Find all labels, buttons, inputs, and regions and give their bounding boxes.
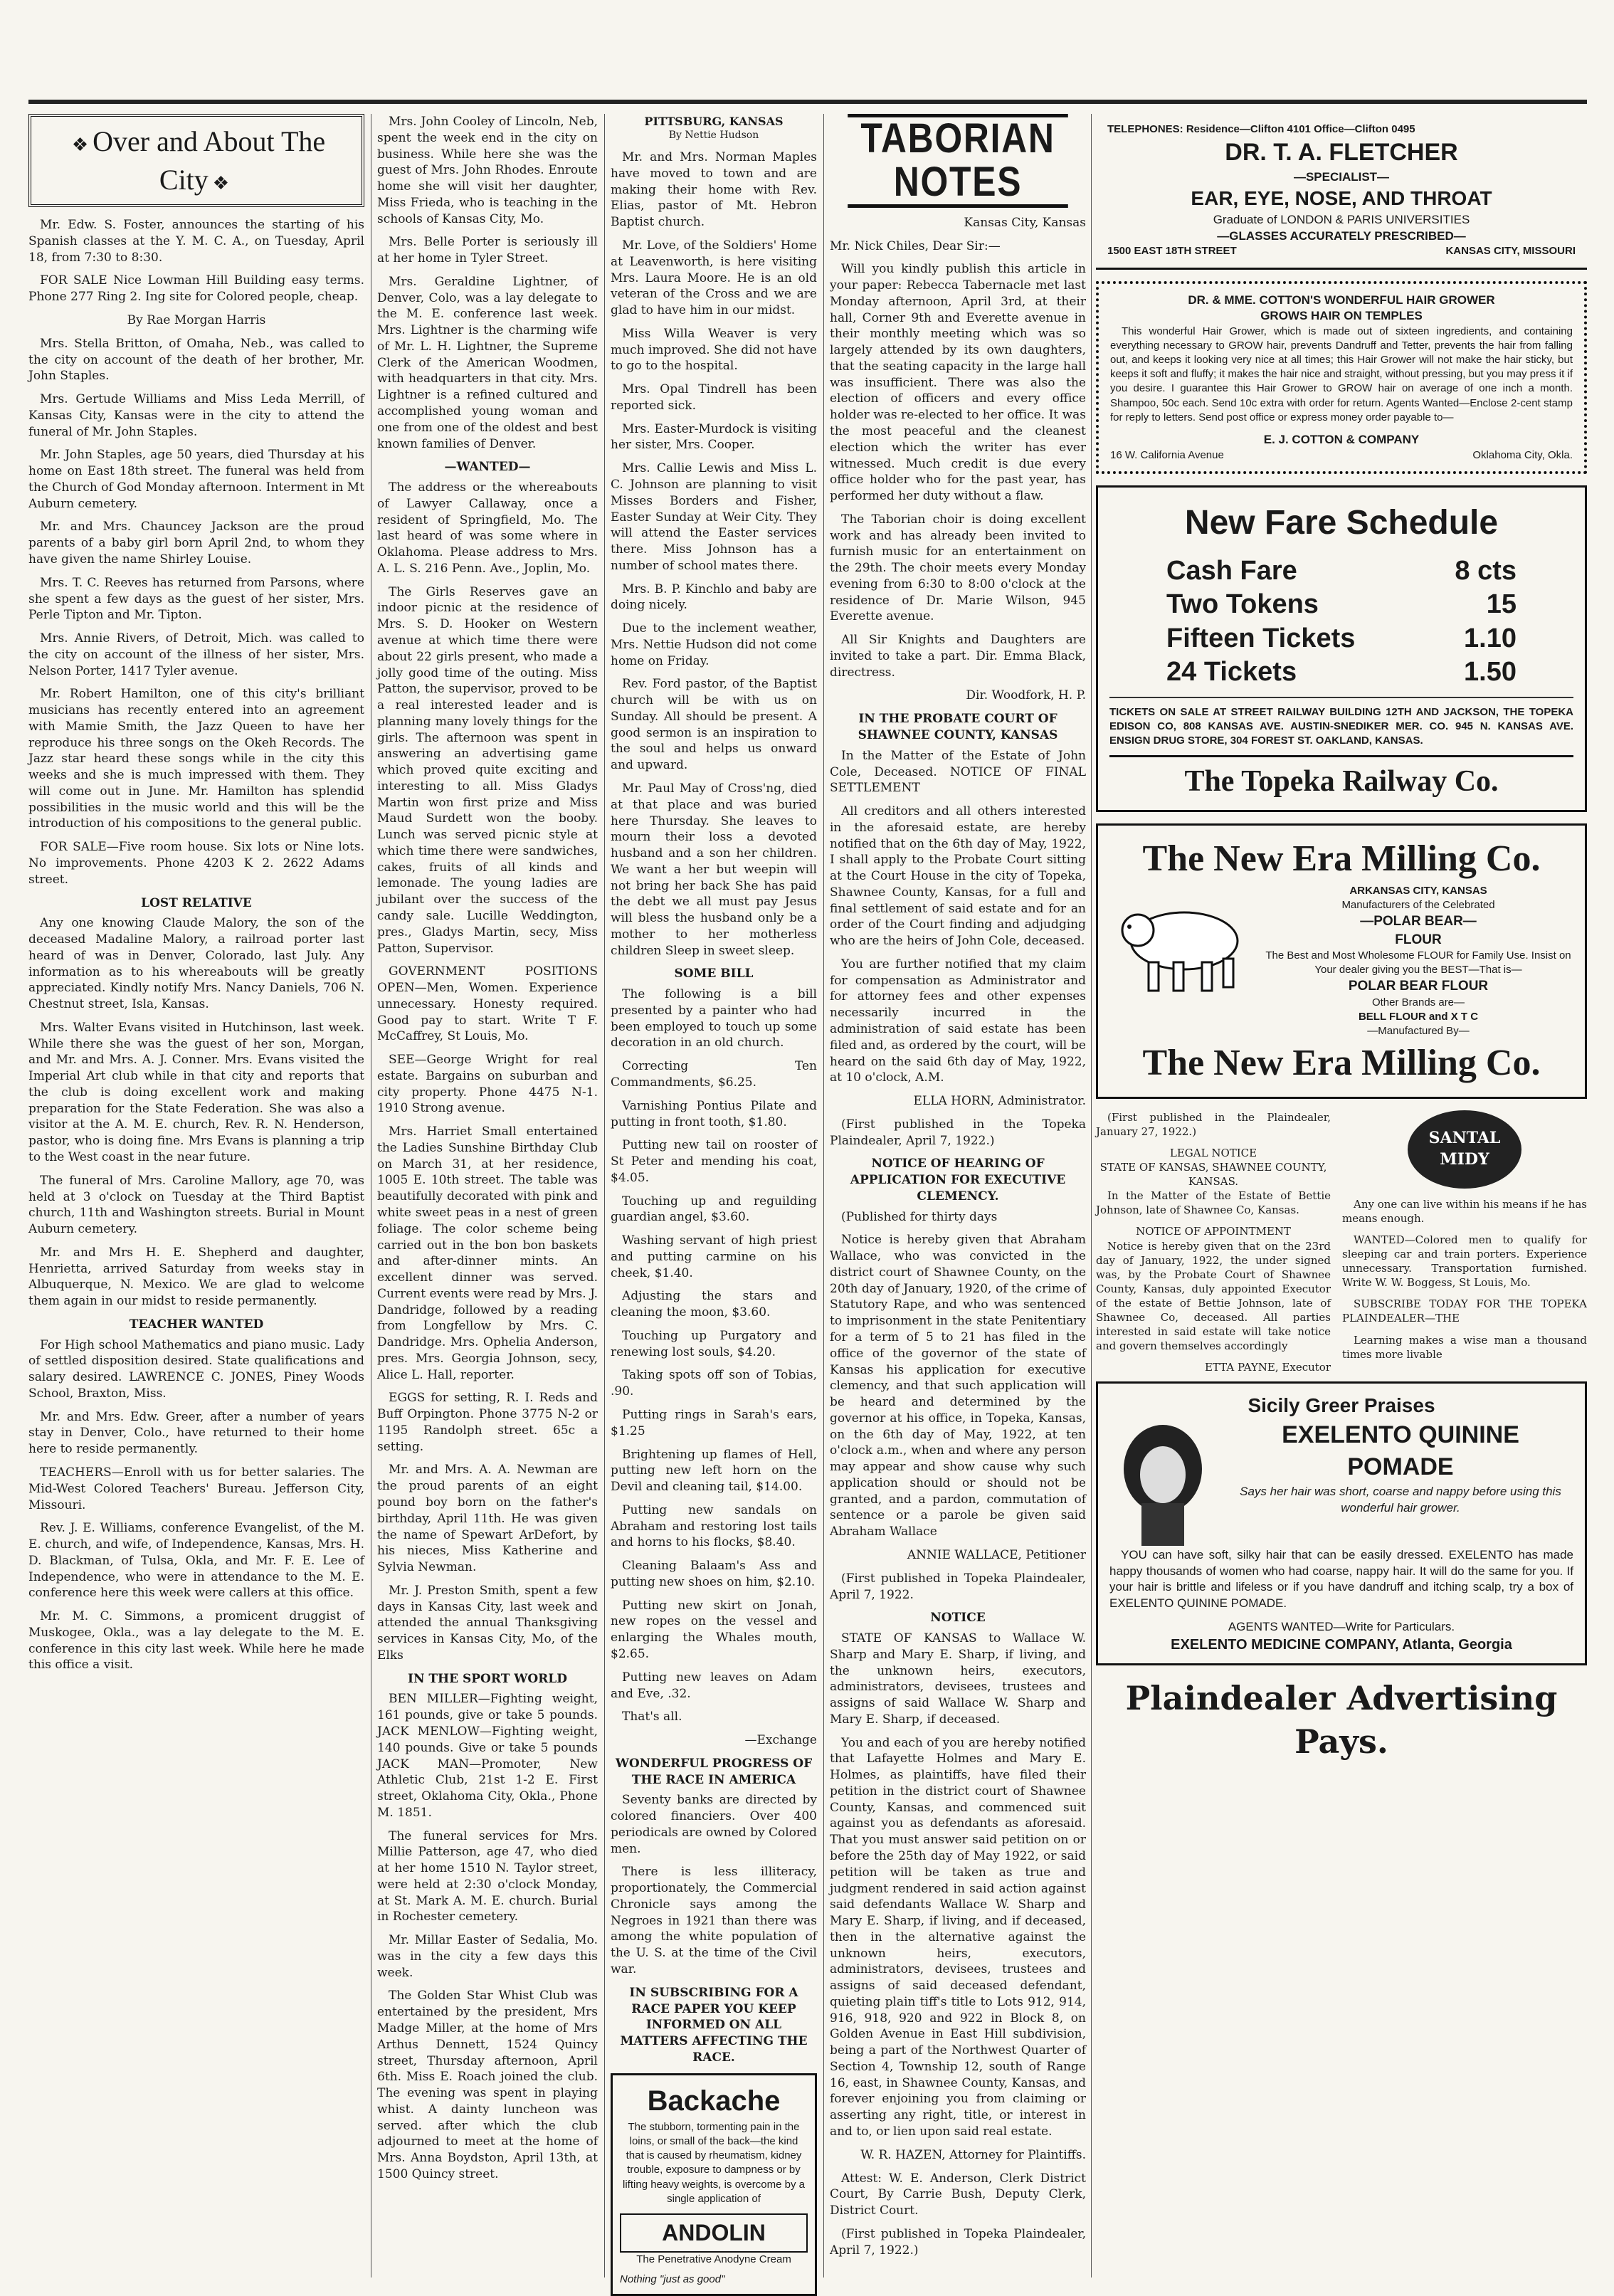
exelento-text [1228,1419,1573,1547]
column-heading: PITTSBURG, KANSAS [644,115,784,128]
fare-price: 1.10 [1464,623,1517,653]
news-item: Mrs. T. C. Reeves has returned from Parsons, where she spent a few days as the guest of her sister, Mrs. Perle Tipton and Mr. Tipton. [28,575,364,623]
bell-flour: BELL FLOUR and X T C [1358,1010,1479,1023]
news-item: Mrs. Harriet Small entertained the Ladies Sunshine Birthday Club on March 31, at her residence, 1005 E. 10th street. The table was beautifully decorated with pink and white sweet peas in a nest of green foliage. The color scheme being carried out in the bon bon baskets and after-dinner mints. An excellent dinner was served. Current events were read by Mrs. J. Dandridge, followed by a reading from Longfellow by Mrs. C. Dandridge. Mrs. Ophelia Anderson, pres. Mrs. Georgia Johnson, secy, Alice L. Hall, reporter. [377,1125,598,1382]
classified-ad: EGGS for setting, R. I. Reds and Buff Orpington. Phone 3775 N-2 or 1195 Randolph street. 65c a setting. [377,1391,598,1454]
legal-text: In the Matter of the Estate of Bettie Johnson, late of Shawnee Co, Kansas. [1096,1189,1331,1217]
signature: ELLA HORN, Administrator. [913,1094,1086,1109]
ad-text: This wonderful Hair Grower, which is made out of sixteen ingredients, and containing everything necessary to GROW hair, prevents Dandruff and Tetter, prevents the hair from falling out, and keeps it looking very nice at all times; this Hair Grower will not make the hair sticky, but keeps it soft and fluffy; it makes the hair nice and straight, without pressing, but you may press it if you desire. I guarantee this Hair Grower to GROW hair on average of one inch a month. Shampoo, 50c each. Send 10c extra with order for return. Agents Wanted—Enclose 2-cent stamp for reply to letters. Send post office or express money order payable to— [1110,325,1573,423]
column-5 [1096,114,1587,2277]
column-rule [823,114,824,2277]
legal-text: You and each of you are hereby notified that Lafayette Holmes and Mary E. Holmes, as plaintiffs, have filed their petition in the district court of Shawnee County, Kansas, and commenced suit against you as defendants as aforesaid. That you must answer said petition on or before the 25th day of May 1922, or said petition will be taken as true and judgment rendered in said action against said defendants Wallace W. Sharp and Mary E. Sharp, if living, and if deceased, then in the alternative against the unknown heirs, executors, administrators, devisees, trustees and assigns of said deceased defendant, quieting plain tiff's title to Lots 912, 914, 916, 918, 920 and 922 in Block 8, on Golden Avenue in East Hill subdivision, being a part of the Northwest Quarter of Section 4, Township 12, south of Range 16, east, in Shawnee County, Kansas, and forever enjoining you from claiming or asserting any right, title, or interest in and to, or lien upon said real estate. [830,1735,1086,2139]
news-item: There is less illiteracy, proportionately, the Commercial Chronicle says among the Negroes in 1921 than there was among the white population of the U. S. at the time of the Civil war. [611,1865,817,1976]
column-rule [604,114,605,2277]
news-item: Mr. and Mrs H. E. Shepherd and daughter, Henrietta, arrived Saturday from weeks stay in Albuquerque, N. Mexico. We are glad to welcome them again in our midst to reside permanently. [28,1245,364,1309]
milling-mfr: Manufacturers of the Celebrated [1341,899,1495,912]
agents-wanted: AGENTS WANTED—Write for Particulars. [1228,1619,1455,1633]
brand-product: FLOUR [1395,932,1442,947]
section-heading: IN THE PROBATE COURT OF SHAWNEE COUNTY, KANSAS [858,712,1058,742]
signature: W. R. HAZEN, Attorney for Plaintiffs. [860,2147,1086,2162]
divider [1109,697,1573,698]
signature: Dir. Woodfork, H. P. [966,688,1086,703]
company: E. J. COTTON & COMPANY [1263,432,1420,446]
newspaper-page [28,43,1587,2285]
bill-line: Washing servant of high priest and putting carmine on his cheek, $1.40. [611,1233,817,1280]
news-item: Mr. Edw. S. Foster, announces the starting of his Spanish classes at the Y. M. C. A., on Tuesday, April 18, from 7:30 to 8:30. [28,218,364,265]
manufactured-by: —Manufactured By— [1367,1025,1470,1038]
news-item: Any one knowing Claude Malory, the son of the deceased Madaline Malory, a railroad porter last heard of was in Denver, Colorado, last July. Any information as to his whereabouts will be greatly appreciated. Kindly notify Mrs. Nancy Daniels, 706 N. Chestnut street, Isla, Kansas. [28,916,364,1012]
company-address [1110,448,1573,463]
milling-body [1109,884,1573,1038]
bill-line: Correcting Ten Commandments, $6.25. [611,1059,817,1090]
milling-ad [1096,823,1587,1098]
salutation: Mr. Nick Chiles, Dear Sir:— [830,238,1001,253]
fare-label: Fifteen Tickets [1166,623,1356,653]
news-item: Mrs. B. P. Kinchlo and baby are doing nicely. [611,581,817,613]
section-heading: WONDERFUL PROGRESS OF THE RACE IN AMERICA [615,1756,813,1787]
news-item: The address or the whereabouts of Lawyer Callaway, once a resident of Springfield, Mo. The last heard of was some where in Oklahoma. Please address to Mrs. A. L. S. 216 Penn. Ave., Joplin, Mo. [377,480,598,576]
column-3 [611,114,817,2285]
exelento-body [1109,1419,1573,1547]
news-item: Mrs. Gertude Williams and Miss Leda Merrill, of Kansas City, Kansas were in the city to attend the funeral of Mr. John Staples. [28,392,364,439]
bill-line: Putting rings in Sarah's ears, $1.25 [611,1408,817,1438]
signature: ETTA PAYNE, Executor [1204,1361,1331,1374]
address-row [1107,244,1576,258]
banner-title: Over and About The City [93,125,326,196]
legal-heading: NOTICE OF APPOINTMENT [1136,1225,1291,1238]
bill-line: Varnishing Pontius Pilate and putting in front tooth, $1.80. [611,1098,817,1129]
classified-ad: GOVERNMENT POSITIONS OPEN—Men, Women. Experience unnecessary. Honesty required. Good pay to start. Write T F. McCaffrey, St Louis, Mo. [377,964,598,1044]
bill-line: Taking spots off son of Tobias, .90. [611,1368,817,1399]
fare-row [1109,622,1573,656]
ad-text: The stubborn, tormenting pain in the loins, or small of the back—the kind that is caused by rheumatism, kidney trouble, exposure to dampness or by lifting heavy weights, is overcome by a single application of [623,2121,805,2205]
source-credit: —Exchange [744,1733,817,1748]
section-heading: NOTICE OF HEARING OF APPLICATION FOR EXECUTIVE CLEMENCY. [850,1157,1066,1204]
legal-heading: LEGAL NOTICE [1169,1147,1257,1159]
railway-name: The Topeka Railway Co. [1109,755,1573,801]
fare-label: Cash Fare [1166,555,1297,586]
fletcher-ad [1096,114,1587,270]
news-item: Mrs. Geraldine Lightner, of Denver, Colo, was a lay delegate to the M. E. conference last week. Mrs. Lightner is the charming wife of Mr. L. H. Lightner, the Supreme Clerk of the American Woodmen, with headquarters in that city. Mrs. Lightner is a refined cultured and accomplished young woman and one from one of the oldest and best known families of Denver. [377,274,598,451]
ad-brand: ANDOLIN [620,2213,808,2253]
legal-text: Attest: W. E. Anderson, Clerk District Court, By Carrie Bush, Deputy Clerk, District Court. [830,2171,1086,2218]
company: EXELENTO MEDICINE COMPANY, Atlanta, Georgia [1171,1636,1512,1653]
milling-title: The New Era Milling Co. [1142,838,1541,880]
address: 1500 EAST 18TH STREET [1107,245,1237,258]
specialty: EAR, EYE, NOSE, AND THROAT [1191,187,1492,210]
bill-line: That's all. [622,1710,682,1724]
classified-ad: FOR SALE Nice Lowman Hill Building easy terms. Phone 277 Ring 2. Ing site for Colored people, cheap. [28,273,364,305]
news-item: Mr. Millar Easter of Sedalia, Mo. was in the city a few days this week. [377,1933,598,1980]
filler: Any one can live within his means if he has means enough. [1342,1197,1587,1225]
lower-ads [1096,1110,1587,1382]
section-heading: LOST RELATIVE [141,895,252,910]
news-item: The Taborian choir is doing excellent work and has already been invited to furnish music for an entertainment on the 29th. The choir meets every Monday evening from 6:30 to 8:00 o'clock at the residence of Dr. Marie Wilson, 945 Everette avenue. [830,512,1086,624]
column-rule [1091,114,1092,2277]
news-item: Rev. Ford pastor, of the Baptist church will be with us on Sunday. All should be present. A good sermon is an inspiration to the soul and helps us onward and upward. [611,677,817,773]
fare-row [1109,655,1573,690]
section-heading: —WANTED— [444,460,531,475]
news-item: The funeral services for Mrs. Millie Patterson, age 47, who died at her home 1510 N. Taylor street, were held at 2:30 o'clock Monday, at St. Mark A. M. E. church. Burial in Rochester cemetery. [377,1828,598,1924]
news-item: Mrs. John Cooley of Lincoln, Neb, spent the week end in the city on business. While here she was the guest of Mrs. John Rhodes. Enroute home she will visit her daughter, Miss Frieda, who is teaching in the schools of Kansas City, Mo. [377,115,598,226]
legal-text: All creditors and all others interested in the aforesaid estate, are hereby notified that on the 6th day of May, 1922, I shall apply to the Probate Court sitting at the Court House in the city of Topeka, Shawnee County, Kansas, for a full and final settlement of said estate and for an order of the Court finding and adjudging who are the heirs of John Cole, deceased. [830,804,1086,949]
news-item: Mr. and Mrs. Edw. Greer, after a number of years stay in Denver, Colo., have returned to their home here to reside permanently. [28,1409,364,1457]
legal-text: STATE OF KANSAS to Wallace W. Sharp and Mary E. Sharp, if living, and the unknown heirs, executors, administrators, devisees, trustees and assigns of said Wallace W. Sharp and Mary E. Sharp, if deceased. [830,1631,1086,1727]
dateline: Kansas City, Kansas [964,215,1086,230]
legal-text: In the Matter of the Estate of John Cole, Deceased. NOTICE OF FINAL SETTLEMENT [830,748,1086,796]
classified-ad: FOR SALE—Five room house. Six lots or Nine lots. No improvements. Phone 4203 K 2. 2622 Adams street. [28,840,364,887]
legal-notice [1096,1110,1331,1382]
signature: ANNIE WALLACE, Petitioner [907,1547,1086,1562]
legal-text: (First published in the Plaindealer, January 27, 1922.) [1096,1110,1331,1138]
bill-line: Adjusting the stars and cleaning the moon, $3.60. [611,1289,817,1320]
milling-text [1263,884,1573,1038]
section-heading: IN THE SPORT WORLD [408,1671,567,1686]
subscribe-notice: SUBSCRIBE TODAY FOR THE TOPEKA PLAINDEALER—THE [1342,1297,1587,1325]
glasses: —GLASSES ACCURATELY PRESCRIBED— [1217,228,1466,243]
milling-city: ARKANSAS CITY, KANSAS [1349,885,1487,897]
news-item: Mrs. Opal Tindrell has been reported sick. [611,382,817,413]
ad-tagline: Nothing "just as good" [620,2273,725,2285]
milling-title: The New Era Milling Co. [1142,1043,1541,1084]
fare-row [1109,554,1573,589]
news-item: Mrs. Belle Porter is seriously ill at her home in Tyler Street. [377,235,598,266]
news-item: Mr. Love, of the Soldiers' Home at Leavenworth, is here visiting Mrs. Laura Moore. He is an old veteran of the Cross and we are glad to have him in our midst. [611,238,817,318]
other-brands: Other Brands are— [1371,996,1465,1009]
product-name: EXELENTO QUININE POMADE [1282,1421,1519,1481]
legal-text: You are further notified that my claim for compensation as Administrator and for attorney fees and other expenses necessarily incurred in the administration of said estate has been filed and, as ordered by the court, will be heard on the said 6th day of May, 1922, at 10 o'clock, A.M. [830,957,1086,1085]
news-item: Mrs. Easter-Murdock is visiting her sister, Mrs. Cooper. [611,421,817,453]
city: Oklahoma City, Okla. [1472,448,1573,461]
fare-price: 1.50 [1464,657,1517,688]
news-item: Mr. J. Preston Smith, spent a few days in Kansas City, last week and attended the annual Thanksgiving services in Kansas City, Mo, of the Elks [377,1583,598,1663]
section-heading: NOTICE [930,1611,986,1626]
news-item: Due to the inclement weather, Mrs. Nettie Hudson did not come home on Friday. [611,621,817,668]
graduate: Graduate of LONDON & PARIS UNIVERSITIES [1213,212,1470,226]
news-item: Mr. Robert Hamilton, one of this city's brilliant musicians has recently entered into an agreement with Mamie Smith, the Jazz Queen to have her reproduce his three songs on the Okeh Records. The Jazz star heard these songs while in the city this weeks and she is much impressed with them. They will come out in June. Mr. Hamilton has splendid possibilities in the music world and this will be the introduction of his compositions to the general public. [28,687,364,831]
news-item: Rev. J. E. Williams, conference Evangelist, of the M. E. church, and wife, of Independence, Kansas, Mrs. H. D. Blackman, of Tulsa, Okla, and Mr. F. E. Lee of Independence, who were in attendance to the M. E. conference here this week were callers at this office. [28,1521,364,1601]
santal-logo: SANTAL MIDY [1408,1110,1521,1189]
cotton-ad [1096,281,1587,474]
phones: TELEPHONES: Residence—Clifton 4101 Office—Clifton 0495 [1107,123,1415,135]
right-ads [1342,1110,1587,1382]
ad-text: YOU can have soft, silky hair that can be easily dressed. EXELENTO has made happy thousands of women who had coarse, nappy hair. It will do the same for you. If your hair is brittle and lifeless or if you have dandruff and itching scalp, try a box of EXELENTO QUININE POMADE. [1109,1547,1573,1611]
section-heading: SOME BILL [674,967,754,981]
section-banner: ❖ Over and About The City ❖ [28,114,364,207]
column-1 [28,114,364,2277]
legal-text: (First published in Topeka Plaindealer, April 7, 1922.) [830,2226,1086,2258]
news-item: Miss Willa Weaver is very much improved. She did not have to go to the hospital. [611,326,817,374]
exelento-ad [1096,1381,1587,1665]
news-item: The funeral of Mrs. Caroline Mallory, age 70, was held at 3 o'clock on Tuesday at the Third Baptist church, 11th and Washington streets. Burial in Mount Auburn cemetery. [28,1173,364,1237]
bill-line: Putting new sandals on Abraham and restoring lost tails and horns to his flocks, $8.40. [611,1502,817,1550]
fare-row [1109,588,1573,622]
ad-subtitle: GROWS HAIR ON TEMPLES [1260,309,1423,323]
news-item: The Golden Star Whist Club was entertained by the president, Mrs Madge Miller, at the home of Mrs Arthus Dennett, 1524 Quincy street, Thursday afternoon, April 6th. Miss E. Roach joined the club. The evening was spent in playing whist. A dainty luncheon was served. after which the club adjourned to meet at the home of Mrs. Anna Boydston, April 13th, at 1500 Quincy street. [377,1989,598,2181]
classified-ad: TEACHERS—Enroll with us for better salaries. The Mid-West Colored Teachers' Bureau. Jefferson City, Missouri. [28,1465,364,1512]
doctor-name: DR. T. A. FLETCHER [1225,139,1458,167]
ticket-locations: TICKETS ON SALE AT STREET RAILWAY BUILDING 12TH AND JACKSON, THE TOPEKA EDISON CO, 808 KANSAS AVE. AUSTIN-SNEDIKER MER. CO. 945 N. KANSAS AVE. ENSIGN DRUG STORE, 304 FOREST ST. OAKLAND, KANSAS. [1109,705,1573,747]
fare-price: 15 [1486,589,1517,620]
testimonial: Says her hair was short, coarse and nappy before using this wonderful hair grower. [1240,1485,1561,1515]
bill-line: Putting new tail on rooster of St Peter and mending his coat, $4.05. [611,1138,817,1185]
column-4 [830,114,1086,2277]
andolin-ad [611,2073,817,2296]
news-item: Mrs. Walter Evans visited in Hutchinson, last week. While there she was the guest of her son, Morgan, and Mr. and Mrs. A. J. Conner. Mrs. Evans visited the Imperial Art club while in that city and reports that the club is doing excellent work and making preparation for the State Federation. She was also a visitor at the A. M. E. church, Rev. R. N. Henderson, pastor, who is doing fine. Mrs Evans is planning a trip to the West coast in the near future. [28,1020,364,1164]
city: KANSAS CITY, MISSOURI [1445,245,1576,258]
fare-label: 24 Tickets [1166,657,1297,688]
news-item: Mr. and Mrs. Chauncey Jackson are the proud parents of a baby girl born April 2nd, to whom they have given the name Shirley Louise. [28,520,364,567]
classified-ad: WANTED—Colored men to qualify for sleeping car and train porters. Experience unnecessary. Transportation furnished. Write W. W. Boggess, St Louis, Mo. [1342,1233,1587,1290]
bill-line: Brightening up flames of Hell, putting new left horn on the Devil and cleaning tail, $14.00. [611,1447,817,1495]
column-byline: By Nettie Hudson [668,130,759,142]
milling-desc: The Best and Most Wholesome FLOUR for Family Use. Insist on Your dealer giving you the BEST—That is— [1265,949,1571,976]
bill-line: Touching up and reguilding guardian angel, $3.60. [611,1194,817,1225]
news-item: Mrs. Stella Britton, of Omaha, Neb., was called to the city on account of the death of her brother, Mr. John Staples. [28,336,364,384]
byline: By Rae Morgan Harris [127,313,266,328]
brand-name: —POLAR BEAR— [1360,914,1477,930]
bill-line: Touching up Purgatory and renewing lost souls, $4.20. [611,1328,817,1359]
ad-title: DR. & MME. COTTON'S WONDERFUL HAIR GROWER [1188,293,1495,307]
news-item: Mr. John Staples, age 50 years, died Thursday at his home on East 18th street. The funeral was held from the Church of God Monday afternoon. Interment in Mt Auburn cemetery. [28,448,364,511]
news-item: BEN MILLER—Fighting weight, 161 pounds, give or take 5 pounds. JACK MENLOW—Fighting weight, 140 pounds. Give or take 5 pounds JACK MAN—Promoter, New Athletic Club, 21st 1-2 E. First street, Oklahoma City, Okla., Phone M. 1851. [377,1692,598,1820]
ad-subtitle: The Penetrative Anodyne Cream [636,2253,791,2265]
news-item: Mr. and Mrs. A. A. Newman are the proud parents of an eight pound boy born on the father's birthday, April 11th. He was given the name of Spewart ArDefort, by his nieces, Miss Katherine and Sylvia Newman. [377,1463,598,1575]
news-item: Mrs. Annie Rivers, of Detroit, Mich. was called to the city on account of the illness of her sister, Mrs. Nelson Porter, 1417 Tyler avenue. [28,631,364,678]
news-item: Mr. Paul May of Cross'ng, died at that place and was buried here Thursday. She leaves to mourn their loss a devoted husband and a son her children. We want a her but weepin will not bring her back She has paid the debt we all must pay Jesus will bless the husband only be a mother to her motherless children Sleep in sweet sleep. [611,781,817,958]
news-item: Mrs. Callie Lewis and Miss L. C. Johnson are planning to visit Misses Borders and Fisher, Easter Sunday at Weir City. They will attend the Easter services there. Miss Johnson has a number of school mates there. [611,461,817,573]
classified-ad: For High school Mathematics and piano music. Lady of settled disposition desired. State qualifications and salary desired. LAWRENCE C. JONES, Piney Woods School, Braxton, Miss. [28,1337,364,1401]
news-item: Will you kindly publish this article in your paper: Rebecca Tabernacle met last Monday afternoon, April 3rd, at their hall, Corner 9th and Everette avenue in their monthly meeting which was so largely attended by its own daughters, that the seating capacity in the large hall was insufficient. There was also the election of officers and every office holder was re-elected to her office. It was the most peaceful and the cleanest election which the writer has ever witnessed. Much credit is due every office holder who for the past year, has performed her duty without a flaw. [830,262,1086,504]
ad-title: Backache [647,2085,781,2117]
brand-name: POLAR BEAR FLOUR [1348,979,1489,994]
legal-text: (First published in the Topeka Plaindealer, April 7, 1922.) [830,1117,1086,1148]
subscribe-notice: IN SUBSCRIBING FOR A RACE PAPER YOU KEEP INFORMED ON ALL MATTERS AFFECTING THE RACE. [620,1985,808,2065]
section-heading: TEACHER WANTED [129,1317,264,1332]
fare-schedule-ad [1096,485,1587,813]
legal-text: (Published for thirty days [841,1209,998,1224]
news-item: Mr. and Mrs. Norman Maples have moved to town and are making their home with Rev. Elias, pastor of Mt. Hebron Baptist church. [611,150,817,230]
fare-title: New Fare Schedule [1184,503,1499,542]
street: 16 W. California Avenue [1110,448,1224,461]
bill-line: Cleaning Balaam's Ass and putting new shoes on him, $2.10. [611,1559,817,1589]
news-item: The following is a bill presented by a painter who had been employed to touch up some decoration in an old church. [611,987,817,1050]
polar-bear-icon [1109,884,1252,998]
ad-headline: Sicily Greer Praises [1248,1394,1435,1417]
bill-line: Putting new skirt on Jonah, new ropes on the vessel and enlarging the Whales mouth, $2.65. [611,1598,817,1661]
column-2 [377,114,598,2277]
fare-price: 8 cts [1455,555,1517,586]
legal-text: Notice is hereby given that Abraham Wallace, who was convicted in the district court of Shawnee County, on the 20th day of January, 1920, of the crime of Statutory Rape, and who was sentenced to imprisonment in the state Penitentiary for a term of 5 to 21 has filed in the office of the governor of the state of Kansas his application for executive clemency, and that such application will be heard and determined by the governor at his office, in Topeka, Kansas, on the 6th day of May, 1922, at ten o'clock a.m., when and where any person may appear and show cause why such application should or should not be granted, and a pardon, commutation of sentence or a parole be given said Abraham Wallace [830,1233,1086,1539]
portrait-icon [1109,1419,1216,1547]
masthead-rule [28,100,1587,104]
legal-text: Notice is hereby given that on the 23rd day of January, 1922, the under signed was, by the Probate Court of Shawnee County, Kansas, duly appointed Executor of the estate of Bettie Johnson, late of Shawnee Co, deceased. All parties interested in said estate will take notice and govern themselves accordingly [1096,1239,1331,1353]
legal-heading: STATE OF KANSAS, SHAWNEE COUNTY, KANSAS. [1099,1161,1327,1189]
classified-ad: SEE—George Wright for real estate. Bargains on suburban and city property. Phone 4475 N-1. 1910 Strong avenue. [377,1053,598,1116]
news-item: The Girls Reserves gave an indoor picnic at the residence of Mrs. S. D. Hooker on Western avenue at which time there were about 22 girls present, who made a jolly good time of the outing. Miss Patton, the supervisor, proved to be a real interested leader and is planning many lovely things for the girls. The afternoon was spent in answering an advertising game which proved quite exciting and interesting to all. Miss Gladys Martin won first prize and Miss Maud Surdett won the booby. Lunch was served picnic style at which time there were sandwiches, cakes, fruits of all kinds and lemonade. The young ladies are jubilant over the success of the candy sale. Lucille Weddington, pres., Gladys Martin, secy, Miss Patton, Supervisor. [377,584,598,956]
news-item: All Sir Knights and Daughters are invited to take a part. Dir. Emma Black, directress. [830,633,1086,680]
news-item: Mr. M. C. Simmons, a promicent druggist of Muskogee, Okla., was a lay delegate to the M. E. conference in this city last week. While here he made this office a visit. [28,1609,364,1673]
news-item: Seventy banks are directed by colored financiers. Over 400 periodicals are owned by Colored men. [611,1793,817,1856]
taborian-notes-title: TABORIAN NOTES [848,114,1068,208]
plaindealer-slogan: Plaindealer Advertising Pays. [1125,1678,1558,1762]
fare-label: Two Tokens [1166,589,1319,620]
bill-line: Putting new leaves on Adam and Eve, .32. [611,1670,817,1701]
specialist: —SPECIALIST— [1293,169,1390,184]
legal-text: (First published in Topeka Plaindealer, April 7, 1922. [830,1571,1086,1602]
filler: Learning makes a wise man a thousand times more livable [1342,1333,1587,1361]
